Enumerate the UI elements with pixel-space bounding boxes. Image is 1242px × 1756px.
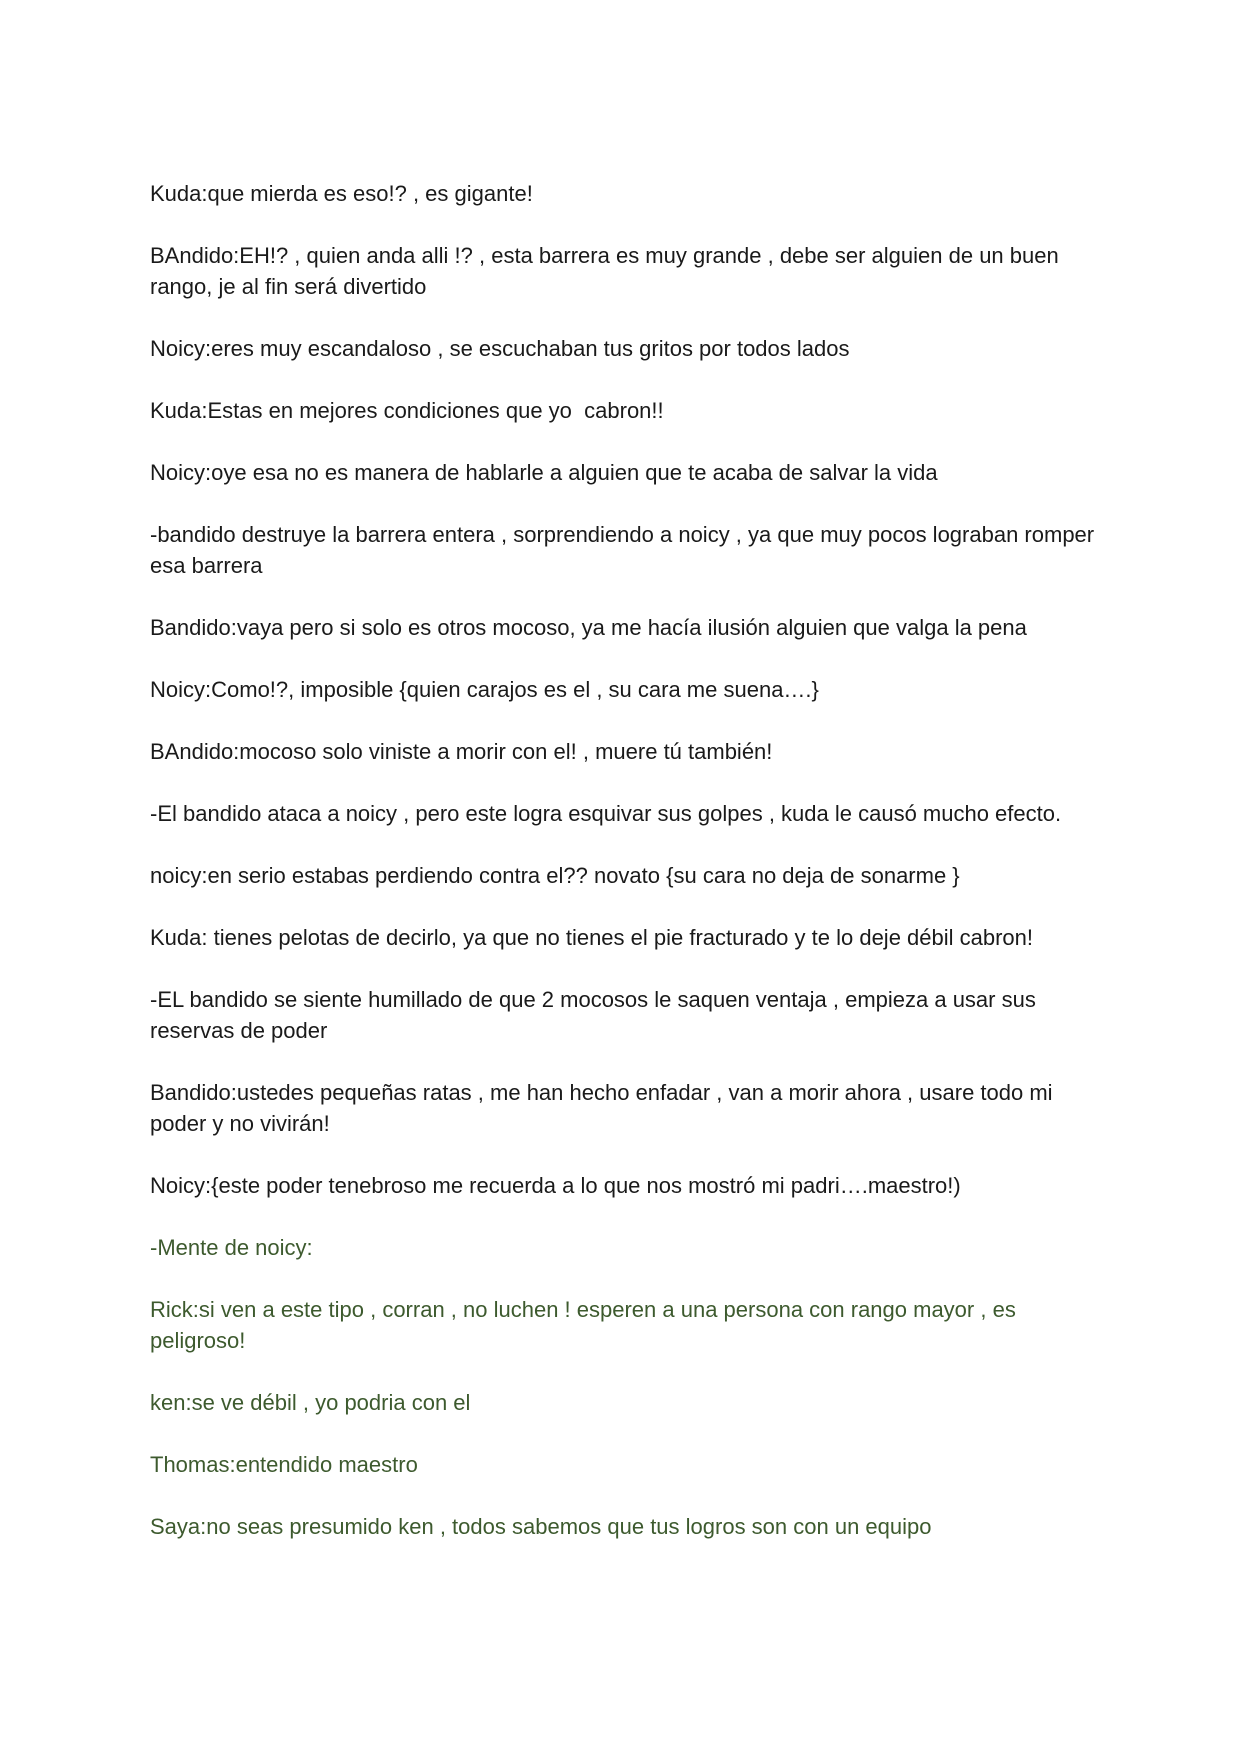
paragraph-flashback-ken: ken:se ve débil , yo podria con el [150, 1390, 471, 1415]
paragraph-noicy-4: noicy:en serio estabas perdiendo contra el?? novato {su cara no deja de sonarme } [150, 863, 960, 888]
paragraph-bandido-4: Bandido:ustedes pequeñas ratas , me han hecho enfadar , van a morir ahora , usare todo mi poder y no vivirán! [150, 1080, 1059, 1136]
paragraph-flashback-saya: Saya:no seas presumido ken , todos sabemos que tus logros son con un equipo [150, 1514, 932, 1539]
paragraph-flashback-heading: -Mente de noicy: [150, 1235, 313, 1260]
paragraph-noicy-2: Noicy:oye esa no es manera de hablarle a alguien que te acaba de salvar la vida [150, 460, 938, 485]
paragraph-bandido-3: BAndido:mocoso solo viniste a morir con el! , muere tú también! [150, 739, 773, 764]
document-body [150, 178, 1100, 1573]
paragraph-flashback-thomas: Thomas:entendido maestro [150, 1452, 418, 1477]
paragraph-noicy-5: Noicy:{este poder tenebroso me recuerda a lo que nos mostró mi padri….maestro!) [150, 1173, 961, 1198]
paragraph-kuda-3: Kuda: tienes pelotas de decirlo, ya que no tienes el pie fracturado y te lo deje débil cabron! [150, 925, 1034, 950]
paragraph-flashback-rick: Rick:si ven a este tipo , corran , no luchen ! esperen a una persona con rango mayor , es peligroso! [150, 1297, 1022, 1353]
paragraph-bandido-2: Bandido:vaya pero si solo es otros mocoso, ya me hacía ilusión alguien que valga la pena [150, 615, 1027, 640]
paragraph-narration-2: -El bandido ataca a noicy , pero este logra esquivar sus golpes , kuda le causó mucho efecto. [150, 801, 1062, 826]
paragraph-noicy-1: Noicy:eres muy escandaloso , se escuchaban tus gritos por todos lados [150, 336, 850, 361]
paragraph-kuda-2: Kuda:Estas en mejores condiciones que yo cabron!! [150, 398, 664, 423]
paragraph-bandido-1: BAndido:EH!? , quien anda alli !? , esta barrera es muy grande , debe ser alguien de un buen rango, je al fin será divertido [150, 243, 1065, 299]
paragraph-narration-1: -bandido destruye la barrera entera , sorprendiendo a noicy , ya que muy pocos lograban romper esa barrera [150, 522, 1101, 578]
paragraph-kuda-1: Kuda:que mierda es eso!? , es gigante! [150, 181, 533, 206]
paragraph-noicy-3: Noicy:Como!?, imposible {quien carajos es el , su cara me suena….} [150, 677, 819, 702]
paragraph-narration-3: -EL bandido se siente humillado de que 2 mocosos le saquen ventaja , empieza a usar sus reservas de poder [150, 987, 1042, 1043]
